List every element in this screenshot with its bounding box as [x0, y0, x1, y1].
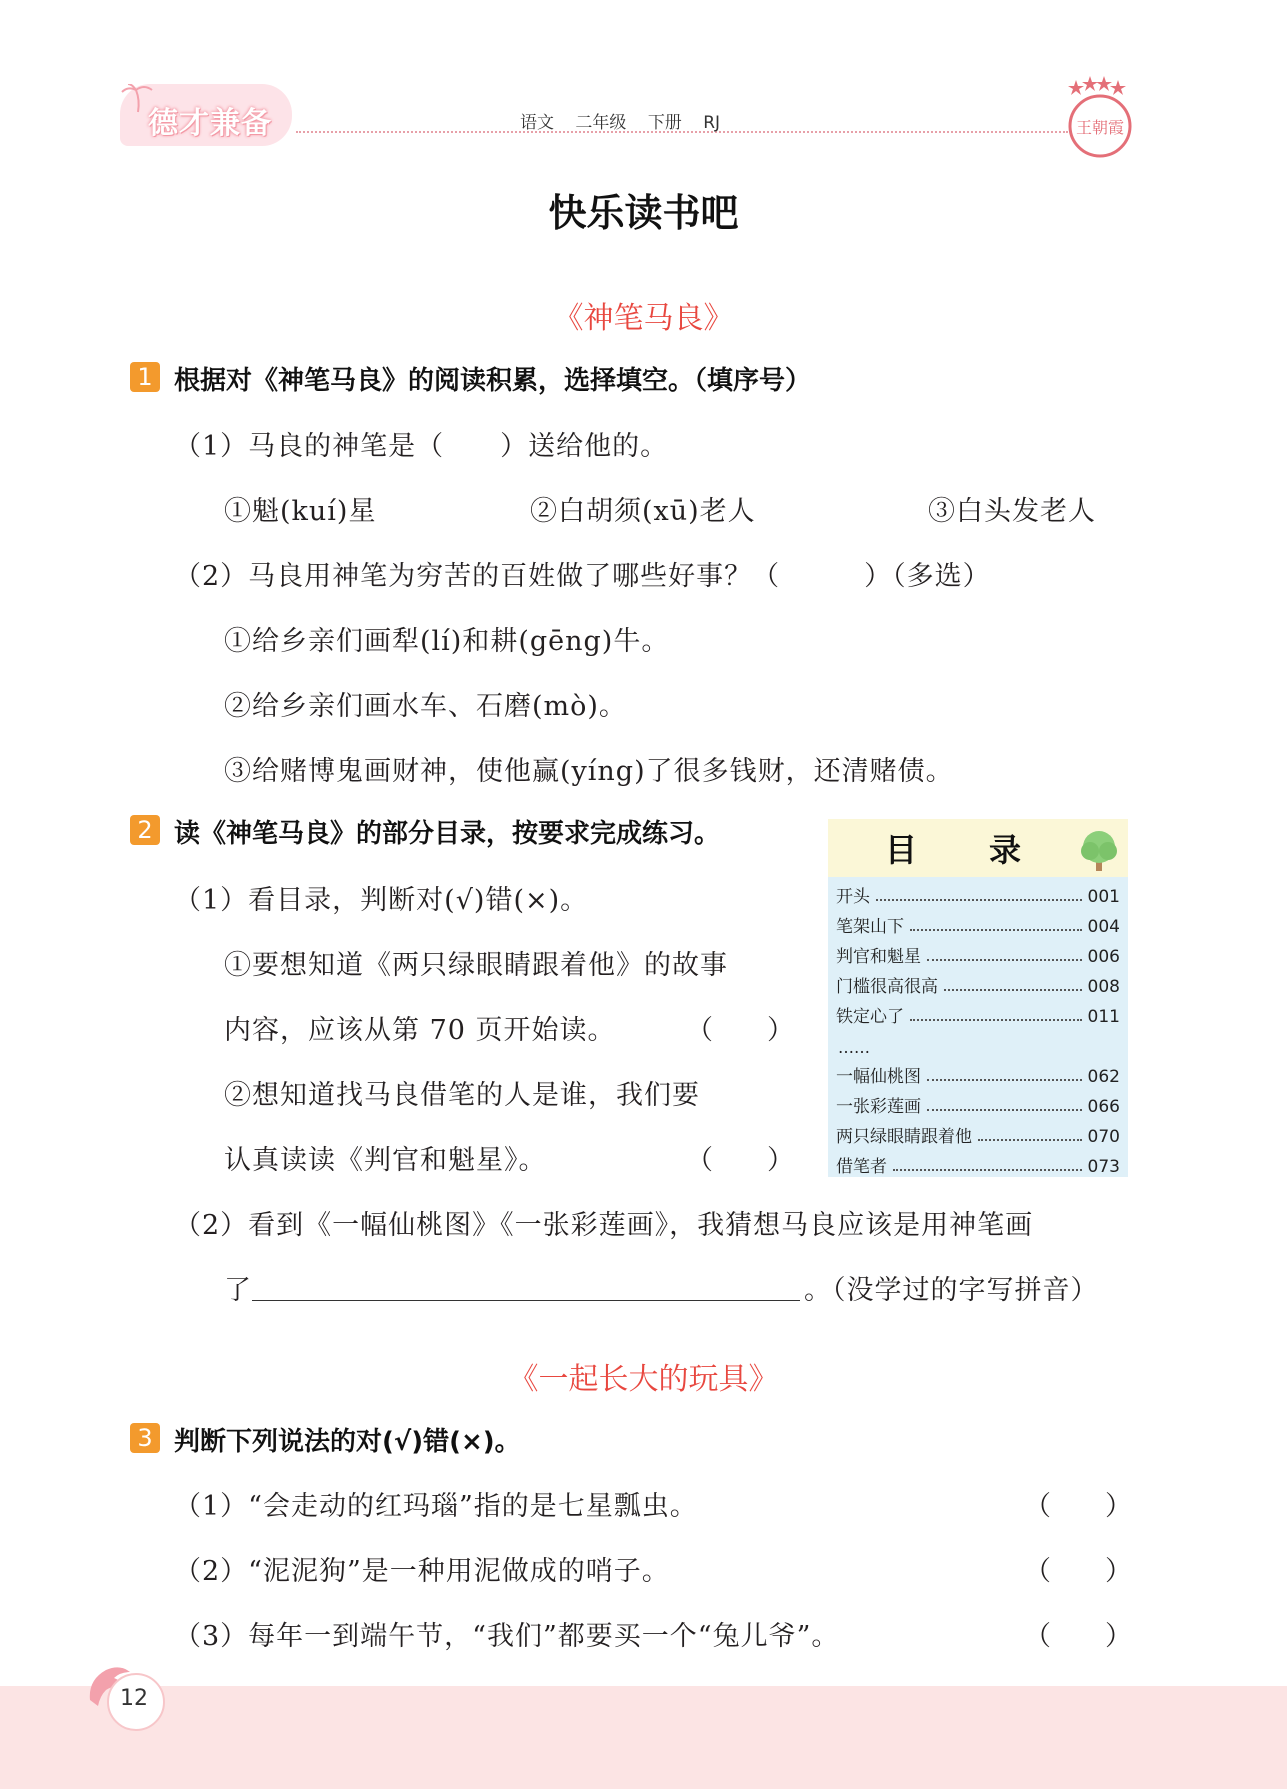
toc-entry: 门槛很高很高 008	[836, 977, 1120, 997]
q2-item2-line2: 认真读读《判官和魁星》。	[224, 1145, 547, 1176]
toc-entry: 一幅仙桃图 062	[836, 1067, 1120, 1087]
header-volume: 下册	[647, 113, 682, 133]
q2-item1-line2: 内容，应该从第 70 页开始读。	[224, 1015, 616, 1046]
q2-sub2-answer-blank[interactable]	[252, 1300, 800, 1301]
q3-item-2-answer-box[interactable]: （ ）	[1024, 1556, 1132, 1587]
toc-entry: 铁定心了 011	[836, 1007, 1120, 1027]
q3-item-2: （2）“泥泥狗”是一种用泥做成的哨子。	[174, 1556, 670, 1587]
section-title-shenbi: 《神笔马良》	[553, 301, 734, 336]
question-number-3: 3	[130, 1423, 160, 1453]
q1-sub1-option-2: ②白胡须(xū)老人	[530, 496, 756, 527]
brand-logo-text: 德才兼备	[148, 106, 272, 141]
q1-sub2-option-1: ①给乡亲们画犁(lí)和耕(gēng)牛。	[224, 626, 670, 657]
q1-sub1-option-3: ③白头发老人	[928, 496, 1096, 527]
toc-entry: 开头 001	[836, 887, 1120, 907]
toc-entry: 一张彩莲画 066	[836, 1097, 1120, 1117]
tree-icon	[1074, 825, 1124, 875]
q3-item-3: （3）每年一到端午节，“我们”都要买一个“兔儿爷”。	[174, 1621, 840, 1652]
q1-sub1-option-1: ①魁(kuí)星	[224, 496, 377, 527]
q2-item2-line1: ②想知道找马良借笔的人是谁，我们要	[224, 1080, 700, 1111]
q3-item-3-answer-box[interactable]: （ ）	[1024, 1621, 1132, 1652]
toc-entry: 判官和魁星 006	[836, 947, 1120, 967]
toc-title: 目 录	[884, 831, 1041, 869]
q1-sub2-option-3: ③给赌博鬼画财神，使他赢(yíng)了很多钱财，还清赌债。	[224, 756, 954, 787]
header-subject: 语文	[520, 113, 554, 133]
seal-text: 王朝霞	[1075, 118, 1125, 137]
question-number-2: 2	[130, 815, 160, 845]
header-grade: 二年级	[575, 113, 627, 133]
q2-item2-answer-box[interactable]: （ ）	[686, 1145, 794, 1176]
toc-entry: 借笔者 073	[836, 1157, 1120, 1177]
question-number-1: 1	[130, 362, 160, 392]
q2-item1-line1: ①要想知道《两只绿眼睛跟着他》的故事	[224, 950, 728, 981]
q2-sub1: （1）看目录，判断对(√)错(×)。	[174, 885, 589, 916]
question-1-text: 根据对《神笔马良》的阅读积累，选择填空。（填序号）	[174, 366, 812, 396]
q1-sub1: （1）马良的神笔是（ ）送给他的。	[174, 431, 669, 462]
q3-item-1: （1）“会走动的红玛瑙”指的是七星瓢虫。	[174, 1491, 698, 1522]
toc-entry: 两只绿眼睛跟着他 070	[836, 1127, 1120, 1147]
author-seal-icon	[1060, 76, 1140, 166]
toc-entry: 笔架山下 004	[836, 917, 1120, 937]
q3-item-1-answer-box[interactable]: （ ）	[1024, 1491, 1132, 1522]
q2-sub2-prefix: 了	[224, 1275, 252, 1306]
q2-sub2-suffix: 。（没学过的字写拼音）	[804, 1275, 1099, 1306]
page-number: 12	[120, 1686, 148, 1711]
footer-band	[0, 1686, 1287, 1789]
q2-sub2-line1: （2）看到《一幅仙桃图》《一张彩莲画》，我猜想马良应该是用神笔画	[174, 1210, 1034, 1241]
question-3-text: 判断下列说法的对(√)错(×)。	[174, 1427, 521, 1457]
q1-sub2-option-2: ②给乡亲们画水车、石磨(mò)。	[224, 691, 627, 722]
q2-item1-answer-box[interactable]: （ ）	[686, 1015, 794, 1046]
question-2-text: 读《神笔马良》的部分目录，按要求完成练习。	[174, 819, 721, 849]
header-edition: RJ	[703, 113, 721, 133]
page-title: 快乐读书吧	[548, 191, 739, 235]
toc-header	[828, 819, 1128, 877]
header-meta	[520, 108, 736, 133]
section-title-toys: 《一起长大的玩具》	[508, 1362, 779, 1397]
q1-sub2: （2）马良用神笔为穷苦的百姓做了哪些好事？（ ）（多选）	[174, 561, 991, 592]
toc-ellipsis: ……	[838, 1038, 870, 1057]
table-of-contents	[828, 819, 1128, 1177]
